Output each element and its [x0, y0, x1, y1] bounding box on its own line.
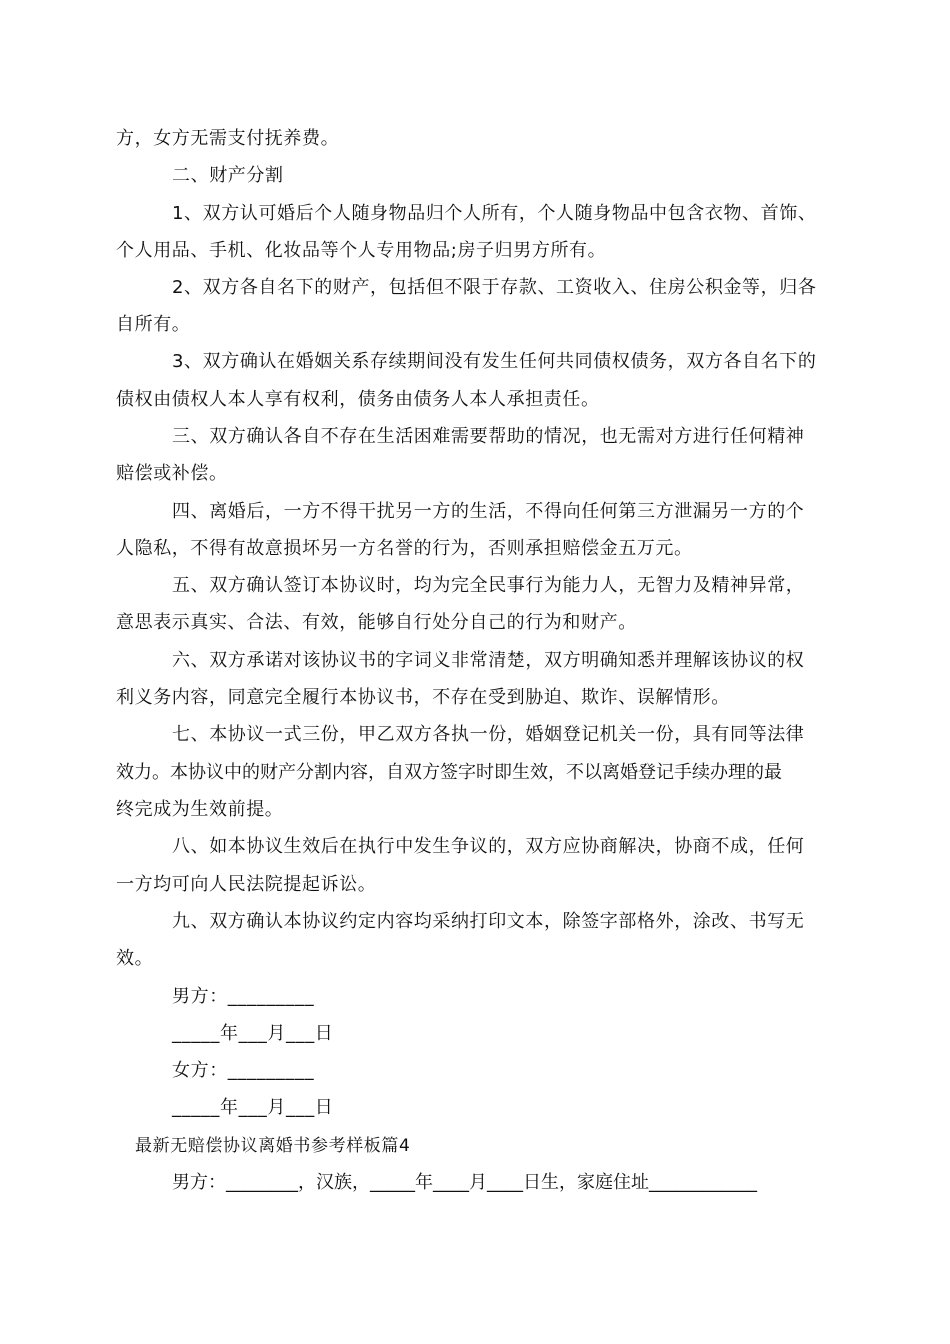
paragraph-line: 六、双方承诺对该协议书的字词义非常清楚，双方明确知悉并理解该协议的权	[172, 650, 805, 671]
paragraph-line: 1、双方认可婚后个人随身物品归个人所有，个人随身物品中包含衣物、首饰、	[172, 203, 817, 224]
paragraph-line: 方，女方无需支付抚养费。	[116, 128, 340, 149]
paragraph-line: 七、本协议一式三份，甲乙双方各执一份，婚姻登记机关一份，具有同等法律	[172, 724, 805, 745]
paragraph-line: 五、双方确认签订本协议时，均为完全民事行为能力人，无智力及精神异常，	[172, 575, 805, 596]
paragraph-line: 赔偿或补偿。	[116, 463, 228, 484]
paragraph-line: 自所有。	[116, 314, 191, 335]
paragraph-line: 人隐私，不得有故意损坏另一方名誉的行为，否则承担赔偿金五万元。	[116, 538, 693, 559]
section-title: 最新无赔偿协议离婚书参考样板篇4	[135, 1136, 411, 1156]
paragraph-line: 意思表示真实、合法、有效，能够自行处分自己的行为和财产。	[116, 612, 637, 633]
paragraph-line: 效。	[116, 948, 154, 969]
male-date-line: _____年___月___日	[172, 1023, 334, 1044]
paragraph-line: 3、双方确认在婚姻关系存续期间没有发生任何共同债权债务，双方各自名下的	[172, 351, 817, 372]
paragraph-line: 个人用品、手机、化妆品等个人专用物品;房子归男方所有。	[116, 240, 607, 261]
female-signature-line: 女方：_________	[172, 1060, 315, 1081]
paragraph-line: 终完成为生效前提。	[116, 799, 284, 820]
paragraph-line: 债权由债权人本人享有权利，债务由债务人本人承担责任。	[116, 389, 600, 410]
paragraph-line: 九、双方确认本协议约定内容均采纳打印文本，除签字部格外，涂改、书写无	[172, 911, 805, 932]
male-info-line: 男方：________，汉族，_____年____月____日生，家庭住址____________	[172, 1172, 757, 1193]
paragraph-line: 八、如本协议生效后在执行中发生争议的，双方应协商解决，协商不成，任何	[172, 836, 805, 857]
paragraph-line: 一方均可向人民法院提起诉讼。	[116, 874, 377, 895]
paragraph-line: 利义务内容，同意完全履行本协议书，不存在受到胁迫、欺诈、误解情形。	[116, 687, 730, 708]
section-heading: 二、财产分割	[172, 165, 284, 186]
paragraph-line: 三、双方确认各自不存在生活困难需要帮助的情况，也无需对方进行任何精神	[172, 426, 805, 447]
male-signature-line: 男方：_________	[172, 986, 315, 1007]
paragraph-line: 2、双方各自名下的财产，包括但不限于存款、工资收入、住房公积金等，归各	[172, 277, 817, 298]
paragraph-line: 效力。本协议中的财产分割内容，自双方签字时即生效，不以离婚登记手续办理的最	[116, 762, 782, 783]
female-date-line: _____年___月___日	[172, 1097, 334, 1118]
paragraph-line: 四、离婚后，一方不得干扰另一方的生活，不得向任何第三方泄漏另一方的个	[172, 501, 805, 522]
